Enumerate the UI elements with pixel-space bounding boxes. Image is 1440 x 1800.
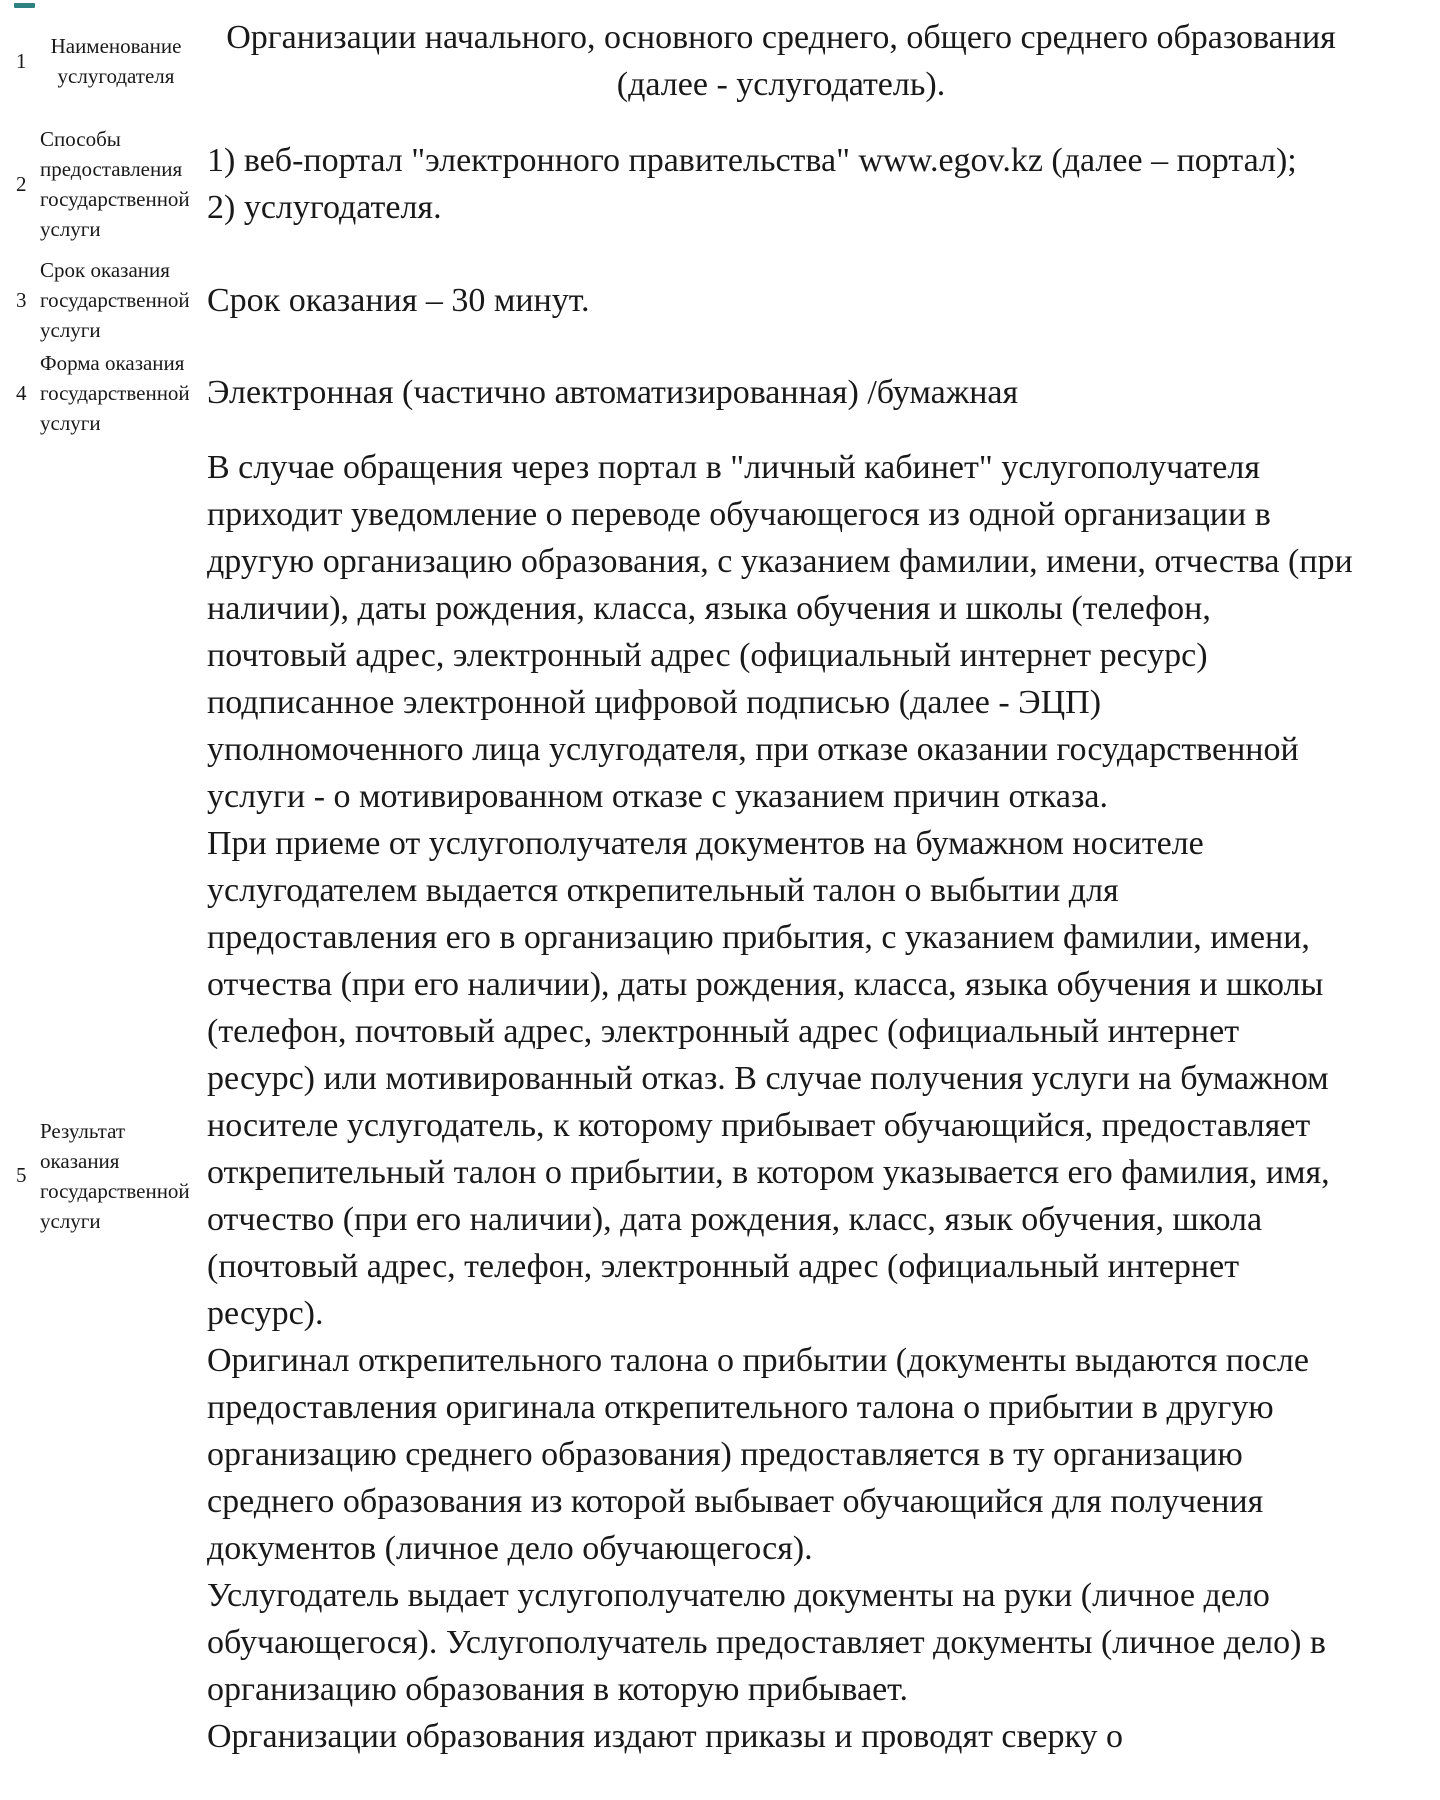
row-number: 4 bbox=[16, 380, 27, 405]
service-table bbox=[0, 10, 1440, 1760]
row-number: 1 bbox=[16, 49, 27, 73]
row-content bbox=[207, 137, 1355, 231]
row-content bbox=[207, 369, 1355, 416]
row-number: 3 bbox=[16, 288, 27, 312]
table-row bbox=[0, 345, 1440, 440]
table-row bbox=[0, 255, 1440, 345]
row-number: 5 bbox=[16, 1163, 27, 1187]
table-row bbox=[0, 112, 1440, 255]
row-content bbox=[207, 277, 1355, 324]
table-row bbox=[0, 10, 1440, 112]
row-label: Срок оказания государственной услуги bbox=[40, 258, 190, 342]
content-paragraph: При приеме от услугополучателя документов на бумажном носителе услугодателем выдается открепительный талон о выбытии для предоставления его в организацию прибытия, с указанием фамилии, имени, отчества (при его наличии), даты рождения, класса, языка обучения и школы (телефон, почтовый адрес, электронный адрес (официальный интернет ресурс) или мотивированный отказ. В случае получения услуги на бумажном носителе услугодатель, к которому прибывает обучающийся, предоставляет открепительный талон о прибытии, в котором указывается его фамилия, имя, отчество (при его наличии), дата рождения, класс, язык обучения, школа (почтовый адрес, телефон, электронный адрес (официальный интернет ресурс). bbox=[207, 825, 1330, 1332]
content-paragraph: 2) услугодателя. bbox=[207, 188, 442, 226]
content-paragraph: Организации образования издают приказы и проводят сверку о bbox=[207, 1718, 1124, 1755]
row-label: Способы предоставления государственной услуги bbox=[40, 126, 190, 241]
row-label: Наименование услугодателя bbox=[50, 34, 182, 88]
content-paragraph: В случае обращения через портал в "личный кабинет" услугополучателя приходит уведомление о переводе обучающегося из одной организации в другую организацию образования, с указанием фамилии, имени, отчества (при наличии), даты рождения, класса, языка обучения и школы (телефон, почтовый адрес, электронный адрес (официальный интернет ресурс) подписанное электронной цифровой подписью (далее - ЭЦП) уполномоченного лица услугодателя, при отказе оказании государственной услуги - о мотивированном отказе с указанием причин отказа. bbox=[207, 449, 1353, 815]
row-label: Результат оказания государственной услуги bbox=[40, 1119, 190, 1233]
table-row bbox=[0, 440, 1440, 1760]
content-paragraph: Организации начального, основного среднего, общего среднего образования (далее - услугодатель). bbox=[226, 19, 1336, 103]
content-paragraph: Электронная (частично автоматизированная) /бумажная bbox=[207, 374, 1019, 411]
content-paragraph: Срок оказания – 30 минут. bbox=[207, 281, 590, 319]
row-number: 2 bbox=[16, 171, 27, 196]
row-content bbox=[207, 440, 1355, 1760]
content-paragraph: Оригинал открепительного талона о прибытии (документы выдаются после предоставления оригинала открепительного талона о прибытии в другую организацию среднего образования) предоставляется в ту организацию среднего образования из которой выбывает обучающийся для получения документов (личное дело обучающегося). bbox=[207, 1342, 1309, 1567]
row-label: Форма оказания государственной услуги bbox=[40, 350, 190, 435]
content-paragraph: 1) веб-портал "электронного правительства" www.egov.kz (далее – портал); bbox=[207, 141, 1297, 179]
row-content bbox=[207, 14, 1355, 108]
content-paragraph: Услугодатель выдает услугополучателю документы на руки (личное дело обучающегося). Услугополучатель предоставляет документы (личное дело) в организацию образования в которую прибывает. bbox=[207, 1577, 1326, 1708]
collapse-toggle-dash[interactable] bbox=[14, 3, 35, 8]
